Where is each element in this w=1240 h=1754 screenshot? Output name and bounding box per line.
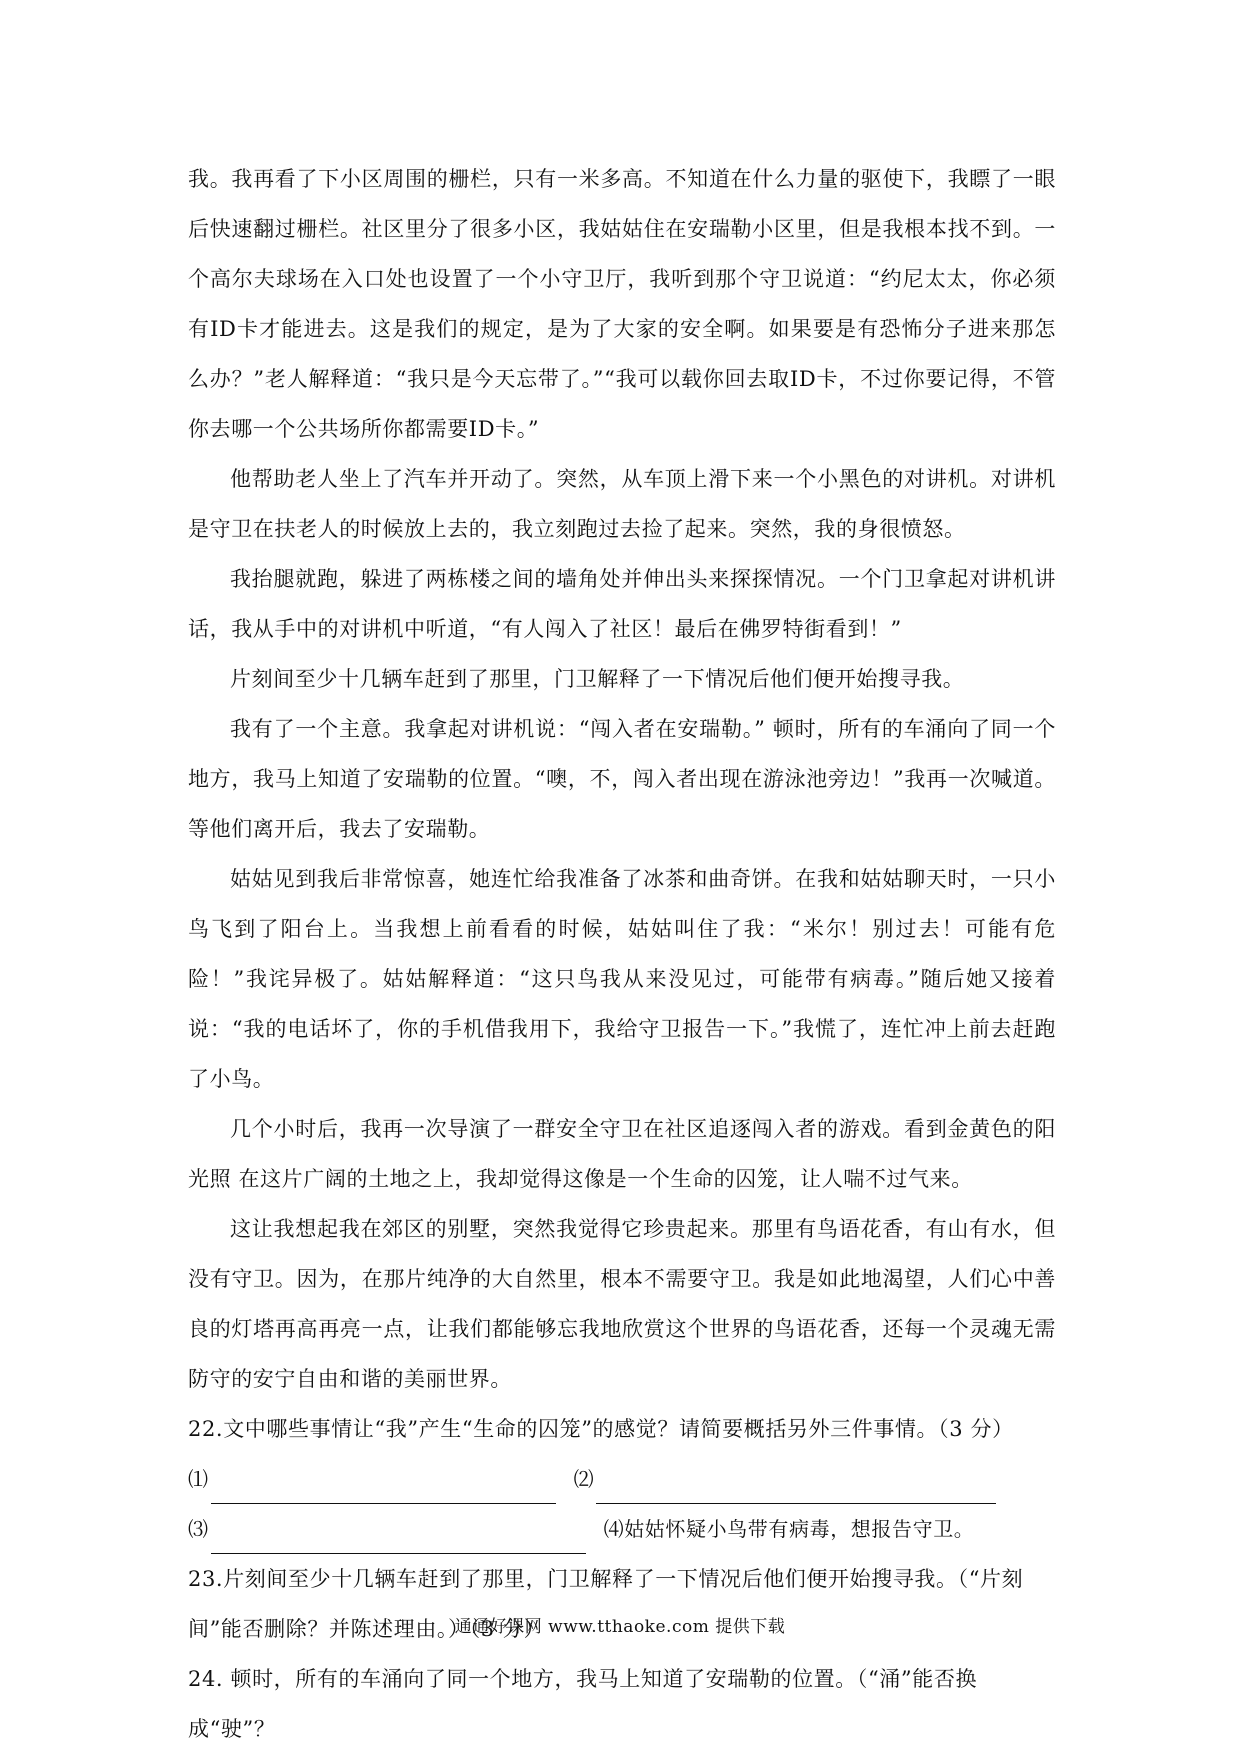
answer-blank-1[interactable] bbox=[211, 1477, 556, 1504]
story-paragraph: 我抬腿就跑，躲进了两栋楼之间的墙角处并伸出头来探探情况。一个门卫拿起对讲机讲话，我从手中的对讲机中听道，“有人闯入了社区！最后在佛罗特街看到！” bbox=[188, 567, 1056, 641]
story-paragraph: 他帮助老人坐上了汽车并开动了。突然，从车顶上滑下来一个小黑色的对讲机。对讲机是守卫在扶老人的时候放上去的，我立刻跑过去捡了起来。突然，我的身很愤怒。 bbox=[188, 467, 1056, 541]
story-paragraph: 这让我想起我在郊区的别墅，突然我觉得它珍贵起来。那里有鸟语花香，有山有水，但没有守卫。因为，在那片纯净的大自然里，根本不需要守卫。我是如此地渴望，人们心中善良的灯塔再高再亮一点，让我们都能够忘我地欣赏这个世界的鸟语花香，还每一个灵魂无需防守的安宁自由和谐的美丽世界。 bbox=[188, 1217, 1056, 1391]
story-paragraph: 我。我再看了下小区周围的栅栏，只有一米多高。不知道在什么力量的驱使下，我瞟了一眼后快速翻过栅栏。社区里分了很多小区，我姑姑住在安瑞勒小区里，但是我根本找不到。一个高尔夫球场在入口处也设置了一个小守卫厅，我听到那个守卫说道：“约尼太太，你必须有ID卡才能进去。这是我们的规定，是为了大家的安全啊。如果要是有恐怖分子进来那怎么办？”老人解释道：“我只是今天忘带了。”“我可以载你回去取ID卡，不过你要记得，不管你去哪一个公共场所你都需要ID卡。” bbox=[188, 167, 1056, 441]
answer-row-2 bbox=[188, 1504, 1056, 1554]
page-content bbox=[188, 154, 1056, 1754]
answer-blank-3[interactable] bbox=[211, 1527, 586, 1554]
answer-label-3: ⑶ bbox=[188, 1517, 209, 1541]
story-paragraph: 片刻间至少十几辆车赶到了那里，门卫解释了一下情况后他们便开始搜寻我。 bbox=[230, 667, 965, 691]
answer-row-1 bbox=[188, 1454, 1056, 1504]
answer-item-4: ⑷姑姑怀疑小鸟带有病毒，想报告守卫。 bbox=[603, 1517, 975, 1541]
answer-blank-2[interactable] bbox=[596, 1477, 996, 1504]
question-24: 24. 顿时，所有的车涌向了同一个地方，我马上知道了安瑞勒的位置。（“涌”能否换成“驶”？ bbox=[188, 1667, 978, 1741]
story-paragraph: 姑姑见到我后非常惊喜，她连忙给我准备了冰茶和曲奇饼。在我和姑姑聊天时，一只小鸟飞到了阳台上。当我想上前看看的时候，姑姑叫住了我：“米尔！别过去！可能有危险！”我诧异极了。姑姑解释道：“这只鸟我从来没见过，可能带有病毒。”随后她又接着说：“我的电话坏了，你的手机借我用下，我给守卫报告一下。”我慌了，连忙冲上前去赶跑了小鸟。 bbox=[188, 867, 1056, 1091]
story-paragraph: 几个小时后，我再一次导演了一群安全守卫在社区追逐闯入者的游戏。看到金黄色的阳光照 在这片广阔的土地之上，我却觉得这像是一个生命的囚笼，让人喘不过气来。 bbox=[188, 1117, 1056, 1191]
answer-label-1: ⑴ bbox=[188, 1467, 209, 1491]
answer-label-2: ⑵ bbox=[573, 1467, 595, 1491]
page-footer: 通通好课网 www.tthaoke.com 提供下载 bbox=[454, 1617, 786, 1637]
question-22: 22.文中哪些事情让“我”产生“生命的囚笼”的感觉？请简要概括另外三件事情。（3 分） bbox=[188, 1417, 1014, 1441]
question-23: 23.片刻间至少十几辆车赶到了那里，门卫解释了一下情况后他们便开始搜寻我。（“片刻间”能否删除？并陈述理由。）（3 分） bbox=[188, 1567, 1024, 1641]
story-paragraph: 我有了一个主意。我拿起对讲机说：“闯入者在安瑞勒。” 顿时，所有的车涌向了同一个地方，我马上知道了安瑞勒的位置。“噢，不，闯入者出现在游泳池旁边！”我再一次喊道。等他们离开后，我去了安瑞勒。 bbox=[188, 717, 1056, 841]
